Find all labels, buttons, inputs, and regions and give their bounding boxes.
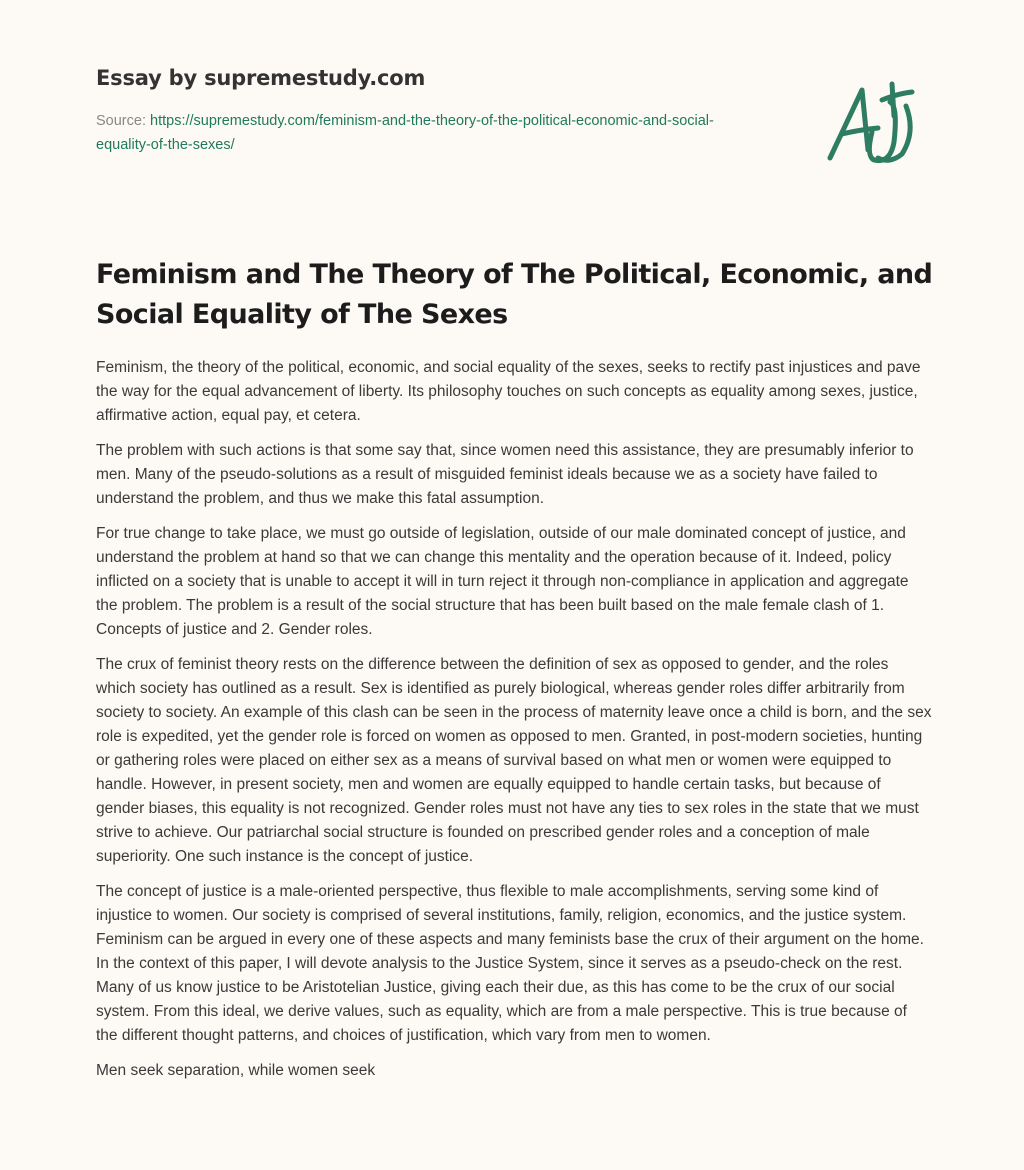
- source-label: Source:: [96, 113, 146, 129]
- source-link[interactable]: https://supremestudy.com/feminism-and-the-theory-of-the-political-economic-and-social-equality-of-the-sexes/: [96, 113, 714, 153]
- essay-header: [96, 64, 756, 157]
- a-plus-grade-icon: [820, 72, 930, 172]
- source-line: [96, 109, 756, 157]
- paragraph: The crux of feminist theory rests on the difference between the definition of sex as opposed to gender, and the roles which society has outlined as a result. Sex is identified as purely biological, whereas gender roles differ arbitrarily from society to society. An example of this clash can be seen in the process of maternity leave once a child is born, and the sex role is expedited, yet the gender role is forced on women as opposed to men. Granted, in post-modern societies, hunting or gathering roles were placed on either sex as a means of survival based on what men or women were equipped to handle. However, in present society, men and women are equally equipped to handle certain tasks, but because of gender biases, this equality is not recognized. Gender roles must not have any ties to sex roles in the state that we must strive to achieve. Our patriarchal social structure is founded on prescribed gender roles and a conception of male superiority. One such instance is the concept of justice.: [96, 656, 932, 865]
- site-title: Essay by supremestudy.com: [96, 66, 426, 90]
- article-title: Feminism and The Theory of The Political, Economic, and Social Equality of The Sexes: [96, 259, 933, 330]
- paragraph: Men seek separation, while women seek: [96, 1062, 376, 1079]
- paragraph: The concept of justice is a male-oriented perspective, thus flexible to male accomplishments, serving some kind of injustice to women. Our society is comprised of several institutions, family, religion, economics, and the justice system. Feminism can be argued in every one of these aspects and many feminists base the crux of their argument on the home. In the context of this paper, I will devote analysis to the Justice System, since it serves as a pseudo-check on the rest. Many of us know justice to be Aristotelian Justice, giving each their due, as this has come to be the crux of our social system. From this ideal, we derive values, such as equality, which are from a male perspective. This is true because of the different thought patterns, and choices of justification, which vary from men to women.: [96, 883, 924, 1044]
- paragraph: For true change to take place, we must go outside of legislation, outside of our male dominated concept of justice, and understand the problem at hand so that we can change this mentality and the operation because of it. Indeed, policy inflicted on a society that is unable to accept it will in turn reject it through non-compliance in application and aggregate the problem. The problem is a result of the social structure that has been built based on the male female clash of 1. Concepts of justice and 2. Gender roles.: [96, 525, 909, 638]
- paragraph: The problem with such actions is that some say that, since women need this assistance, they are presumably inferior to men. Many of the pseudo-solutions as a result of misguided feminist ideals because we as a society have failed to understand the problem, and thus we make this fatal assumption.: [96, 442, 914, 507]
- paragraph: Feminism, the theory of the political, economic, and social equality of the sexes, seeks to rectify past injustices and pave the way for the equal advancement of liberty. Its philosophy touches on such concepts as equality among sexes, justice, affirmative action, equal pay, et cetera.: [96, 359, 921, 424]
- article-body: [96, 356, 932, 1094]
